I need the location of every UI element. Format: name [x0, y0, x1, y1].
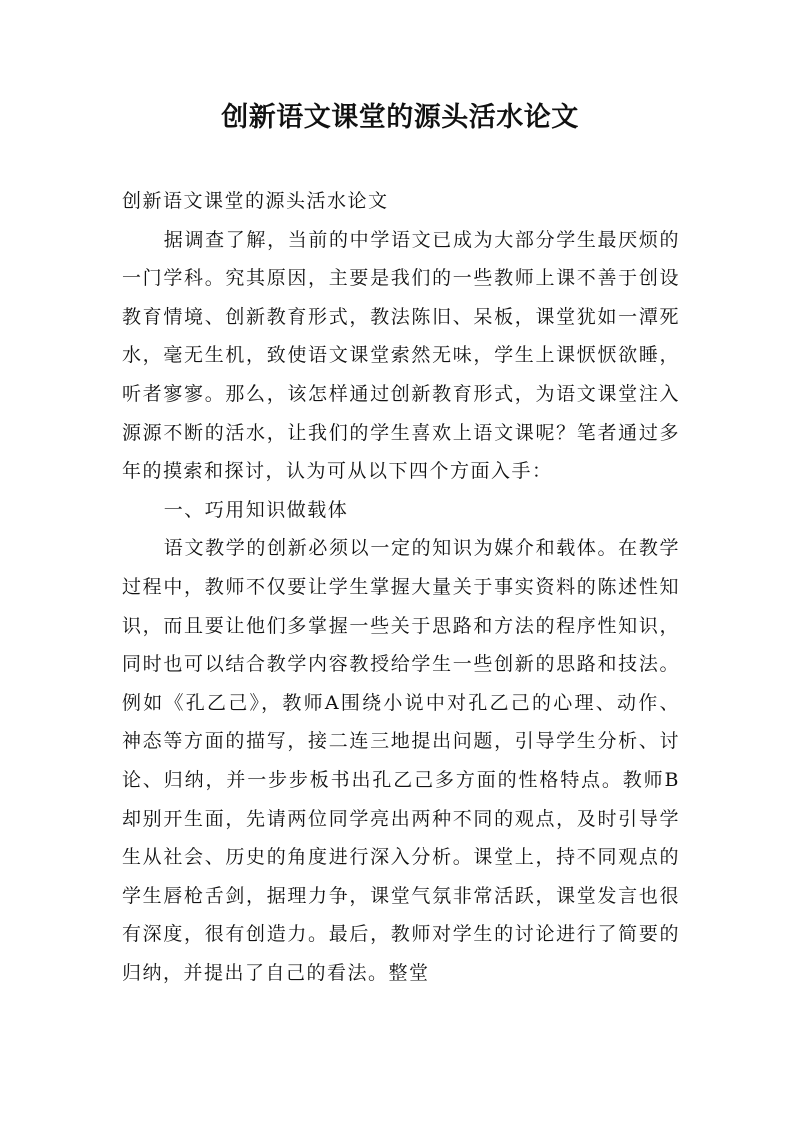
document-body — [122, 182, 680, 992]
section-heading-1: 一、巧用知识做载体 — [163, 498, 349, 521]
paragraph-subtitle: 创新语文课堂的源头活水论文 — [122, 190, 389, 212]
document-title: 创新语文课堂的源头活水论文 — [221, 102, 579, 133]
paragraph-section-1: 语文教学的创新必须以一定的知识为媒介和载体。在教学过程中，教师不仅要让学生掌握大量关于事实资料的陈述性知识，而且要让他们多掌握一些关于思路和方法的程序性知识，同时也可以结合教学内容教授给学生一些创新的思路和技法。例如《孔乙己》，教师A围绕小说中对孔乙己的心理、动作、神态等方面的描写，接二连三地提出问题，引导学生分析、讨论、归纳，并一步步板书出孔乙己多方面的性格特点。教师B却别开生面，先请两位同学亮出两种不同的观点，及时引导学生从社会、历史的角度进行深入分析。课堂上，持不同观点的学生唇枪舌剑，据理力争，课堂气氛非常活跃，课堂发言也很有深度，很有创造力。最后，教师对学生的讨论进行了简要的归纳，并提出了自己的看法。整堂 — [122, 537, 680, 984]
paragraph-intro: 据调查了解，当前的中学语文已成为大部分学生最厌烦的一门学科。究其原因，主要是我们的一些教师上课不善于创设教育情境、创新教育形式，教法陈旧、呆板，课堂犹如一潭死水，毫无生机，致使语文课堂索然无味，学生上课恹恹欲睡，听者寥寥。那么，该怎样通过创新教育形式，为语文课堂注入源源不断的活水，让我们的学生喜欢上语文课呢？笔者通过多年的摸索和探讨，认为可从以下四个方面入手： — [122, 228, 680, 483]
